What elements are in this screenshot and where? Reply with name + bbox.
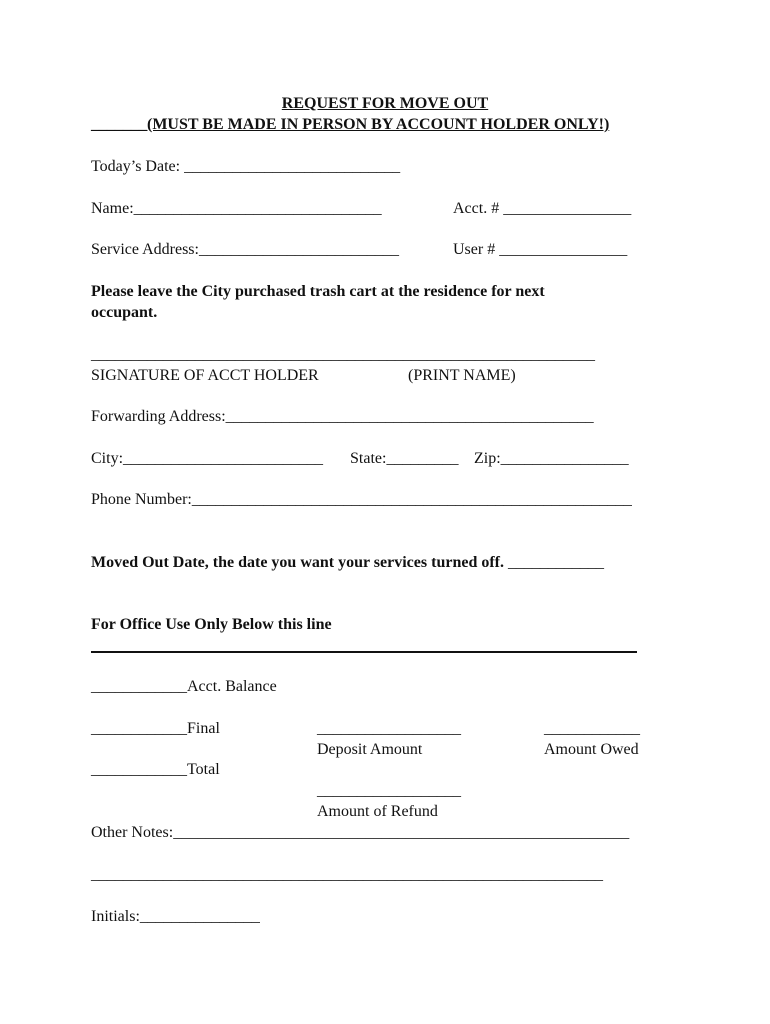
moved-out-date-row [91, 553, 604, 573]
forwarding-address-field[interactable]: Forwarding Address:______________________________________________ [91, 408, 594, 425]
zip-field[interactable]: Zip:________________ [474, 450, 629, 467]
name-field[interactable]: Name:_______________________________ [91, 200, 382, 217]
deposit-amount-label: Deposit Amount [317, 741, 423, 758]
total-field[interactable]: ____________Total [91, 761, 220, 778]
moved-out-date-label: Moved Out Date, the date you want your services turned off. [91, 554, 504, 571]
subtitle-text: (MUST BE MADE IN PERSON BY ACCOUNT HOLDER ONLY!) [147, 116, 610, 133]
amount-owed-label: Amount Owed [544, 741, 639, 758]
moved-out-date-blank[interactable]: ____________ [508, 554, 604, 571]
city-field[interactable]: City:_________________________ [91, 450, 324, 467]
phone-number-field[interactable]: Phone Number:_______________________________________________________ [91, 491, 632, 508]
todays-date-field[interactable]: Today’s Date: ___________________________ [91, 158, 401, 175]
service-address-field[interactable]: Service Address:_________________________ [91, 241, 399, 258]
signature-label: SIGNATURE OF ACCT HOLDER [91, 367, 319, 384]
acct-balance-field[interactable]: ____________Acct. Balance [91, 678, 277, 695]
print-name-label: (PRINT NAME) [408, 367, 516, 384]
user-number-field[interactable]: User # ________________ [453, 241, 628, 258]
amount-owed-line[interactable]: ____________ [544, 720, 640, 737]
refund-amount-label: Amount of Refund [317, 803, 438, 820]
deposit-amount-line[interactable]: __________________ [317, 720, 461, 737]
acct-number-field[interactable]: Acct. # ________________ [453, 200, 632, 217]
state-field[interactable]: State:_________ [350, 450, 459, 467]
other-notes-field[interactable]: Other Notes:_________________________________________________________ [91, 824, 630, 841]
office-use-heading: For Office Use Only Below this line [91, 616, 332, 633]
office-divider-line [91, 651, 637, 653]
subtitle-prefix-blank: _______ [91, 116, 147, 133]
trash-cart-notice-line1: Please leave the City purchased trash cart at the residence for next [91, 283, 545, 300]
final-field[interactable]: ____________Final [91, 720, 220, 737]
form-title: REQUEST FOR MOVE OUT [281, 95, 489, 112]
signature-line[interactable]: _______________________________________________________________ [91, 346, 595, 363]
form-subtitle [91, 115, 609, 135]
trash-cart-notice-line2: occupant. [91, 304, 158, 321]
other-notes-line-2[interactable]: ________________________________________________________________ [91, 866, 603, 883]
refund-amount-line[interactable]: __________________ [317, 782, 461, 799]
initials-field[interactable]: Initials:_______________ [91, 908, 260, 925]
